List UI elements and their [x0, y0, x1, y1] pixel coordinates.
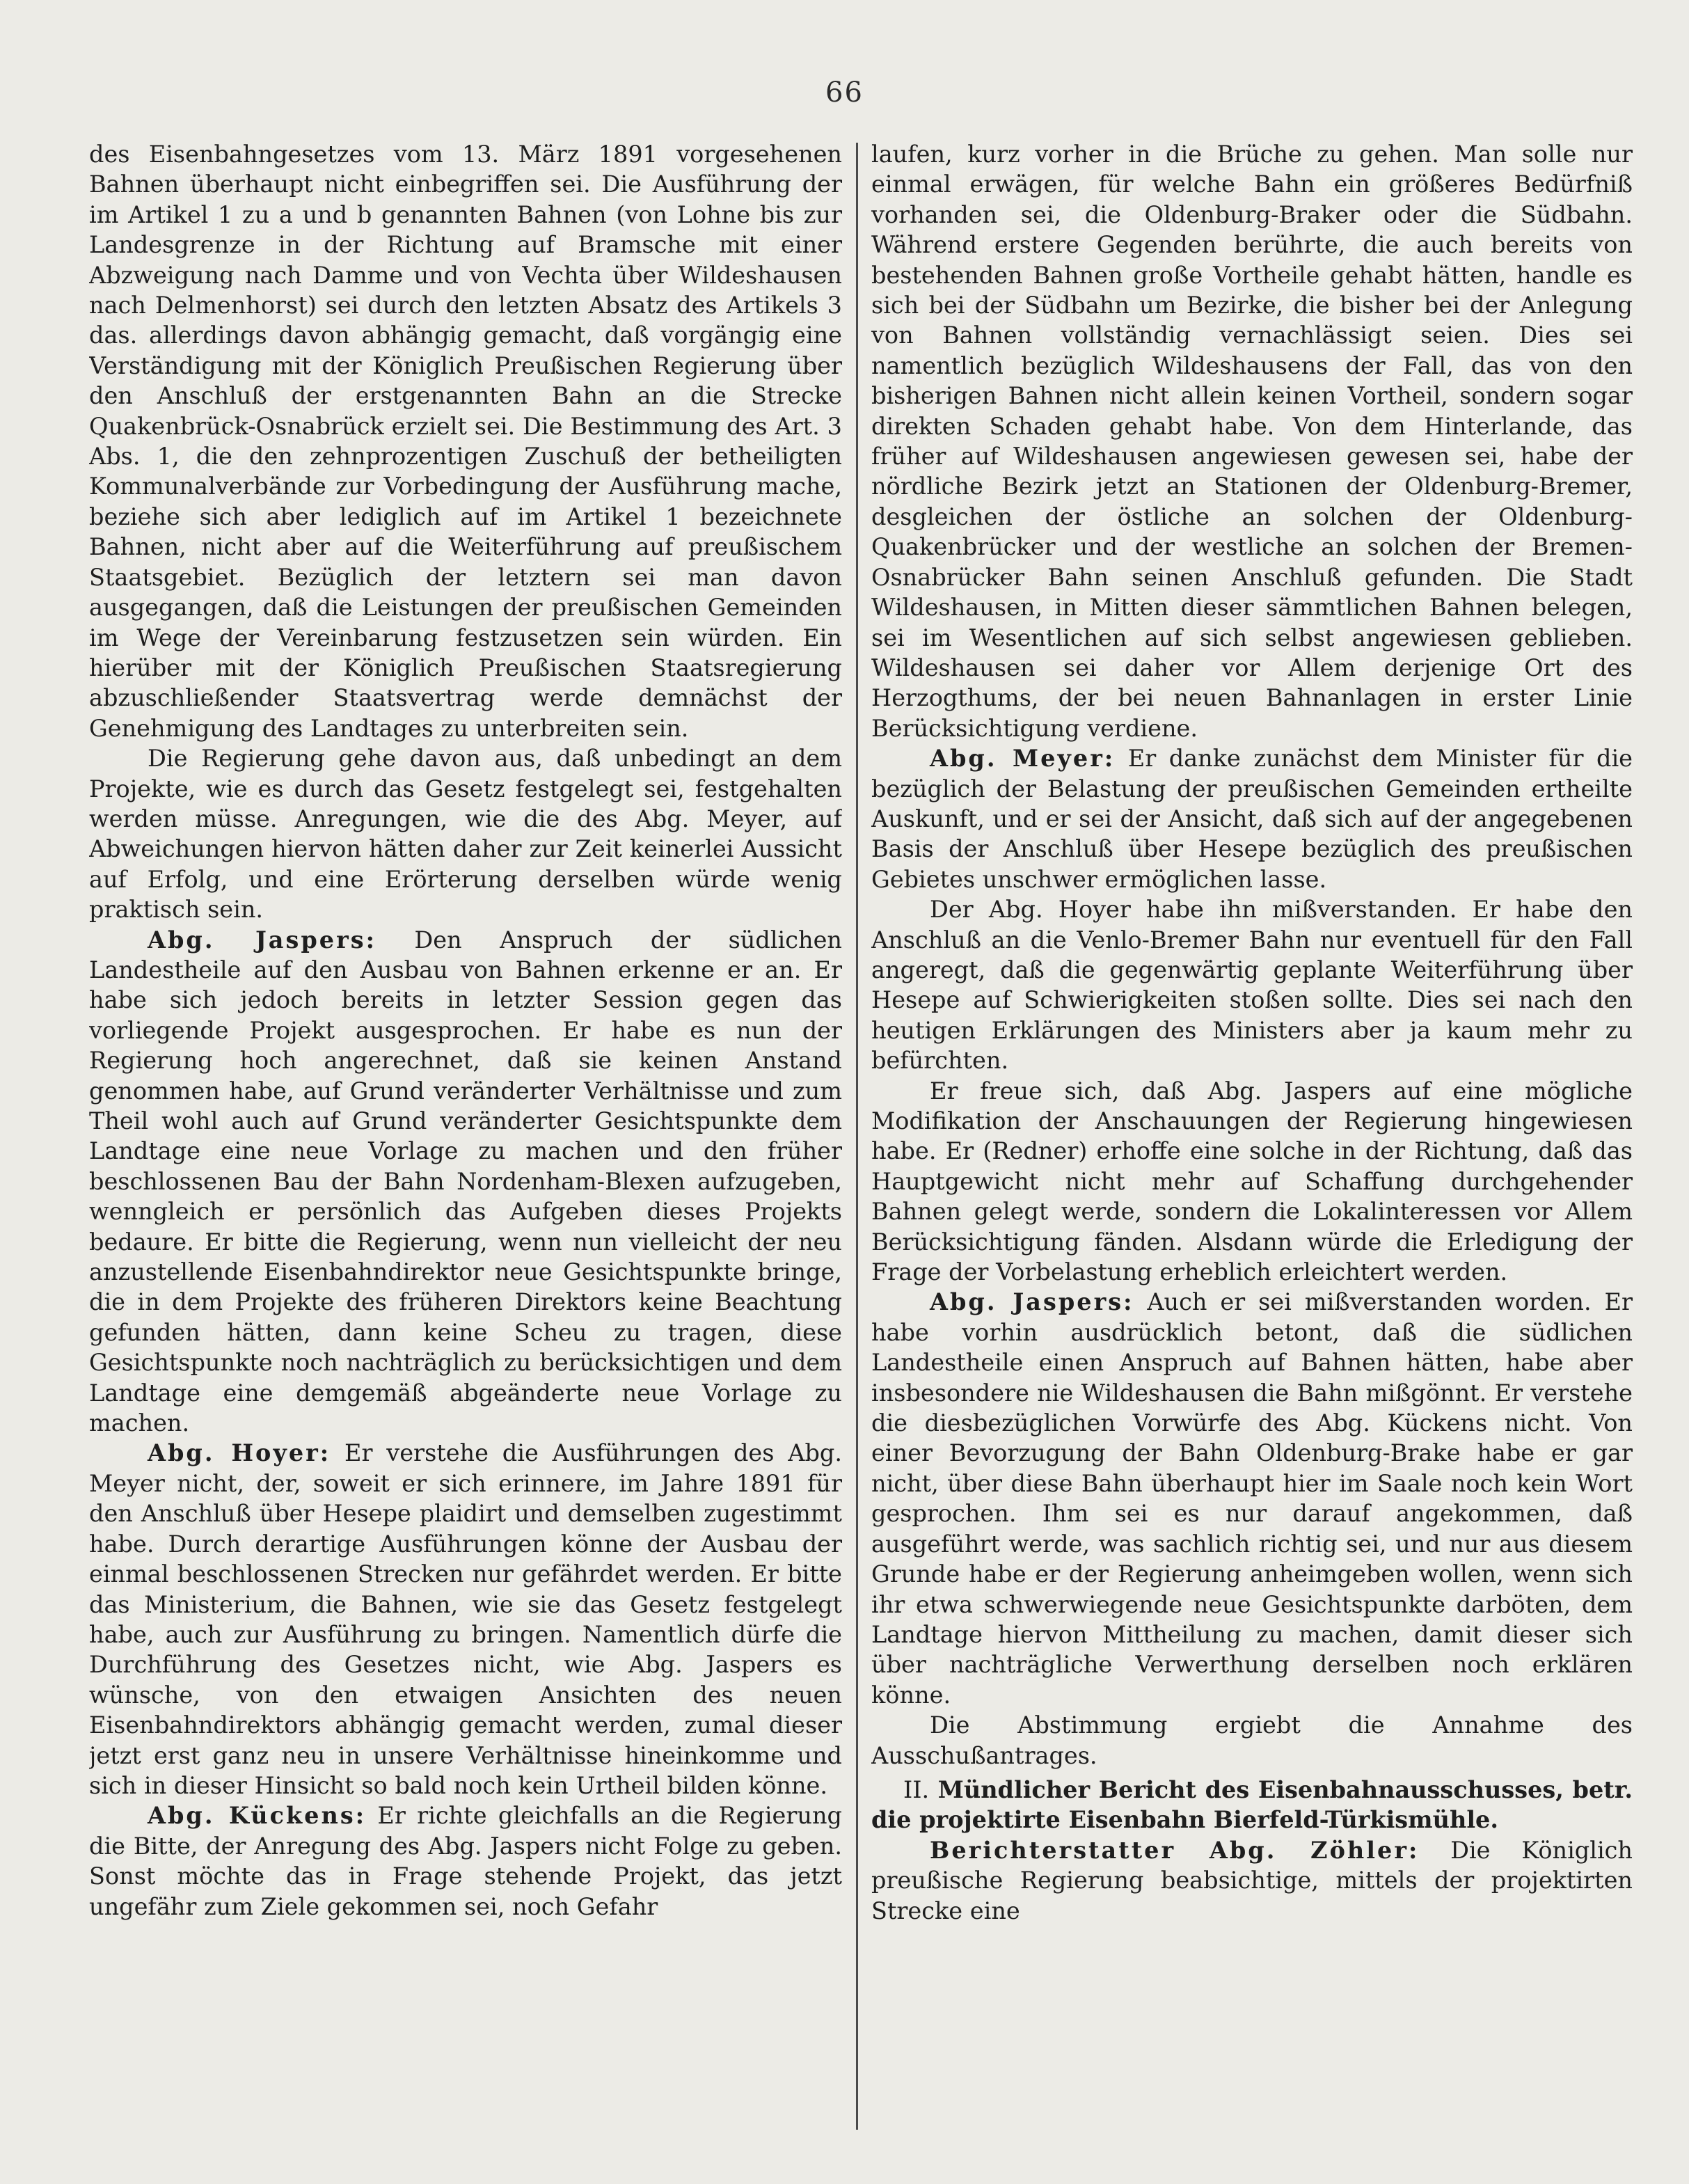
column-divider — [856, 143, 858, 2130]
speaker-name: Abg. Jaspers: — [930, 1288, 1134, 1316]
speaker-name: Abg. Kückens: — [148, 1802, 367, 1830]
paragraph: des Eisenbahngesetzes vom 13. März 1891 vorgesehenen Bahnen überhaupt nicht einbegriffen sei. Die Ausführung der im Artikel 1 zu a und b genannten Bahnen (von Lohne bis zur Landesgrenze in der Richtung auf Bramsche mit einer Abzweigung nach Damme und von Vechta über Wildeshausen nach Delmenhorst) sei durch den letzten Absatz des Artikels 3 das. allerdings davon abhängig gemacht, daß vorgängig eine Verständigung mit der Königlich Preußischen Regierung über den Anschluß der erstgenannten Bahn an die Strecke Quakenbrück-Osnabrück erzielt sei. Die Bestimmung des Art. 3 Abs. 1, die den zehnprozentigen Zuschuß der betheiligten Kommunalverbände zur Vorbedingung der Ausführung mache, beziehe sich aber lediglich auf im Artikel 1 bezeichnete Bahnen, nicht aber auf die Weiterführung auf preußischem Staatsgebiet. Bezüglich der letztern sei man davon ausgegangen, daß die Leistungen der preußischen Gemeinden im Wege der Vereinbarung festzusetzen sein würden. Ein hierüber mit der Königlich Preußischen Staatsregierung abzuschließender Staatsvertrag werde demnächst der Genehmigung des Landtages zu unterbreiten sein. — [89, 141, 842, 742]
section-heading — [871, 1775, 1633, 1835]
paragraph — [89, 1438, 842, 1801]
paragraph — [89, 925, 842, 1439]
paragraph-text: Er verstehe die Ausführungen des Abg. Meyer nicht, der, soweit er sich erinnere, im Jahre 1891 für den Anschluß über Hesepe plaidirt und demselben zugestimmt habe. Durch derartige Ausführungen könne der Ausbau der einmal beschlossenen Strecken nur gefährdet werden. Er bitte das Ministerium, die Bahnen, wie sie das Gesetz festgelegt habe, auch zur Ausführung zu bringen. Namentlich dürfe die Durchführung des Gesetzes nicht, wie Abg. Jaspers es wünsche, von den etwaigen Ansichten des neuen Eisenbahndirektors abhängig gemacht werden, zumal dieser jetzt erst ganz neu in unsere Verhältnisse hineinkomme und sich in dieser Hinsicht so bald noch kein Urtheil bilden könne. — [89, 1439, 842, 1799]
paragraph-text: Auch er sei mißverstanden worden. Er habe vorhin ausdrücklich betont, daß die südlichen Landestheile einen Anspruch auf Bahnen hätten, habe aber insbesondere nie Wildeshausen die Bahn mißgönnt. Er verstehe die diesbezüglichen Vorwürfe des Abg. Kückens nicht. Von einer Bevorzugung der Bahn Oldenburg-Brake habe er gar nicht, über diese Bahn überhaupt hier im Saale noch kein Wort gesprochen. Ihm sei es nur darauf angekommen, daß ausgeführt werde, was sachlich richtig sei, und nur aus diesem Grunde habe er der Regierung anheimgeben wollen, wenn sich ihr etwa schwerwiegende neue Gesichtspunkte darböten, dem Landtage hiervon Mittheilung zu machen, damit dieser sich über nachträgliche Verwerthung derselben noch erklären könne. — [871, 1288, 1633, 1709]
paragraph-text: Den Anspruch der südlichen Landestheile auf den Ausbau von Bahnen erkenne er an. Er habe sich jedoch bereits in letzter Session gegen das vorliegende Projekt ausgesprochen. Er habe es nun der Regierung hoch angerechnet, daß sie keinen Anstand genommen habe, auf Grund veränderter Verhältnisse und zum Theil wohl auch auf Grund veränderter Gesichtspunkte dem Landtage eine neue Vorlage zu machen und den früher beschlossenen Bau der Bahn Nordenham-Blexen aufzugeben, wenngleich er persönlich das Aufgeben dieses Projekts bedaure. Er bitte die Regierung, wenn nun vielleicht der neu anzustellende Eisenbahndirektor neue Gesichtspunkte bringe, die in dem Projekte des früheren Direktors keine Beachtung gefunden hätten, dann keine Scheu zu tragen, diese Gesichtspunkte noch nachträglich zu berücksichtigen und dem Landtage eine demgemäß abgeänderte neue Vorlage zu machen. — [89, 926, 842, 1437]
section-title: Mündlicher Bericht des Eisenbahnausschusses, betr. die projektirte Eisenbahn Bierfeld-Türkismühle. — [871, 1775, 1633, 1834]
paragraph: Der Abg. Hoyer habe ihn mißverstanden. Er habe den Anschluß an die Venlo-Bremer Bahn nur eventuell für den Fall angeregt, daß die gegenwärtig geplante Weiterführung über Hesepe auf Schwierigkeiten stoßen sollte. Dies sei nach den heutigen Erklärungen des Ministers aber ja kaum mehr zu befürchten. — [871, 896, 1633, 1075]
left-column — [89, 139, 842, 2137]
paragraph — [871, 1835, 1633, 1926]
paragraph — [871, 1287, 1633, 1710]
speaker-name: Abg. Meyer: — [930, 745, 1116, 773]
paragraph: Die Regierung gehe davon aus, daß unbedingt an dem Projekte, wie es durch das Gesetz festgelegt sei, festgehalten werden müsse. Anregungen, wie die des Abg. Meyer, auf Abweichungen hiervon hätten daher zur Zeit keinerlei Aussicht auf Erfolg, und eine Erörterung derselben würde wenig praktisch sein. — [89, 745, 842, 924]
paragraph-text: Er richte gleichfalls an die Regierung die Bitte, der Anregung des Abg. Jaspers nicht Folge zu geben. Sonst möchte das in Frage stehende Projekt, das jetzt ungefähr zum Ziele gekommen sei, noch Gefahr — [89, 1802, 842, 1920]
paragraph-text: Die Königlich preußische Regierung beabsichtige, mittels der projektirten Strecke eine — [871, 1836, 1633, 1924]
speaker-name: Abg. Hoyer: — [148, 1439, 331, 1467]
page-number: 66 — [825, 77, 864, 109]
paragraph: Er freue sich, daß Abg. Jaspers auf eine mögliche Modifikation der Anschauungen der Regierung hingewiesen habe. Er (Redner) erhoffe eine solche in der Richtung, daß das Hauptgewicht nicht mehr auf Schaffung durchgehender Bahnen gelegt werde, sondern die Lokalinteressen vor Allem Berücksichtigung fänden. Alsdann würde die Erledigung der Frage der Vorbelastung erheblich erleichtert werden. — [871, 1077, 1633, 1286]
speaker-name: Berichterstatter Abg. Zöhler: — [930, 1836, 1420, 1864]
paragraph — [871, 743, 1633, 894]
right-column — [871, 139, 1633, 2137]
paragraph — [89, 1801, 842, 1922]
paragraph-text: Er danke zunächst dem Minister für die bezüglich der Belastung der preußischen Gemeinden ertheilte Auskunft, und er sei der Ansicht, daß sich auf der angegebenen Basis der Anschluß über Hesepe bezüglich des preußischen Gebietes unschwer ermöglichen lasse. — [871, 745, 1633, 893]
section-number: II. — [903, 1775, 930, 1803]
paragraph: laufen, kurz vorher in die Brüche zu gehen. Man solle nur einmal erwägen, für welche Bahn ein größeres Bedürfniß vorhanden sei, die Oldenburg-Braker oder die Südbahn. Während erstere Gegenden berührte, die auch bereits von bestehenden Bahnen große Vortheile gehabt hätten, handle es sich bei der Südbahn um Bezirke, die bisher bei der Anlegung von Bahnen vollständig vernachlässigt seien. Dies sei namentlich bezüglich Wildeshausens der Fall, das von den bisherigen Bahnen nicht allein keinen Vortheil, sondern sogar direkten Schaden gehabt habe. Von dem Hinterlande, das früher auf Wildeshausen angewiesen gewesen sei, habe der nördliche Bezirk jetzt an Stationen der Oldenburg-Bremer, desgleichen der östliche an solchen der Oldenburg-Quakenbrücker und der westliche an solchen der Bremen-Osnabrücker Bahn seinen Anschluß gefunden. Die Stadt Wildeshausen, in Mitten dieser sämmtlichen Bahnen belegen, sei im Wesentlichen auf sich selbst angewiesen geblieben. Wildeshausen sei daher vor Allem derjenige Ort des Herzogthums, der bei neuen Bahnanlagen in erster Linie Berücksichtigung verdiene. — [871, 141, 1633, 742]
paragraph: Die Abstimmung ergiebt die Annahme des Ausschußantrages. — [871, 1711, 1633, 1769]
speaker-name: Abg. Jaspers: — [148, 926, 376, 953]
